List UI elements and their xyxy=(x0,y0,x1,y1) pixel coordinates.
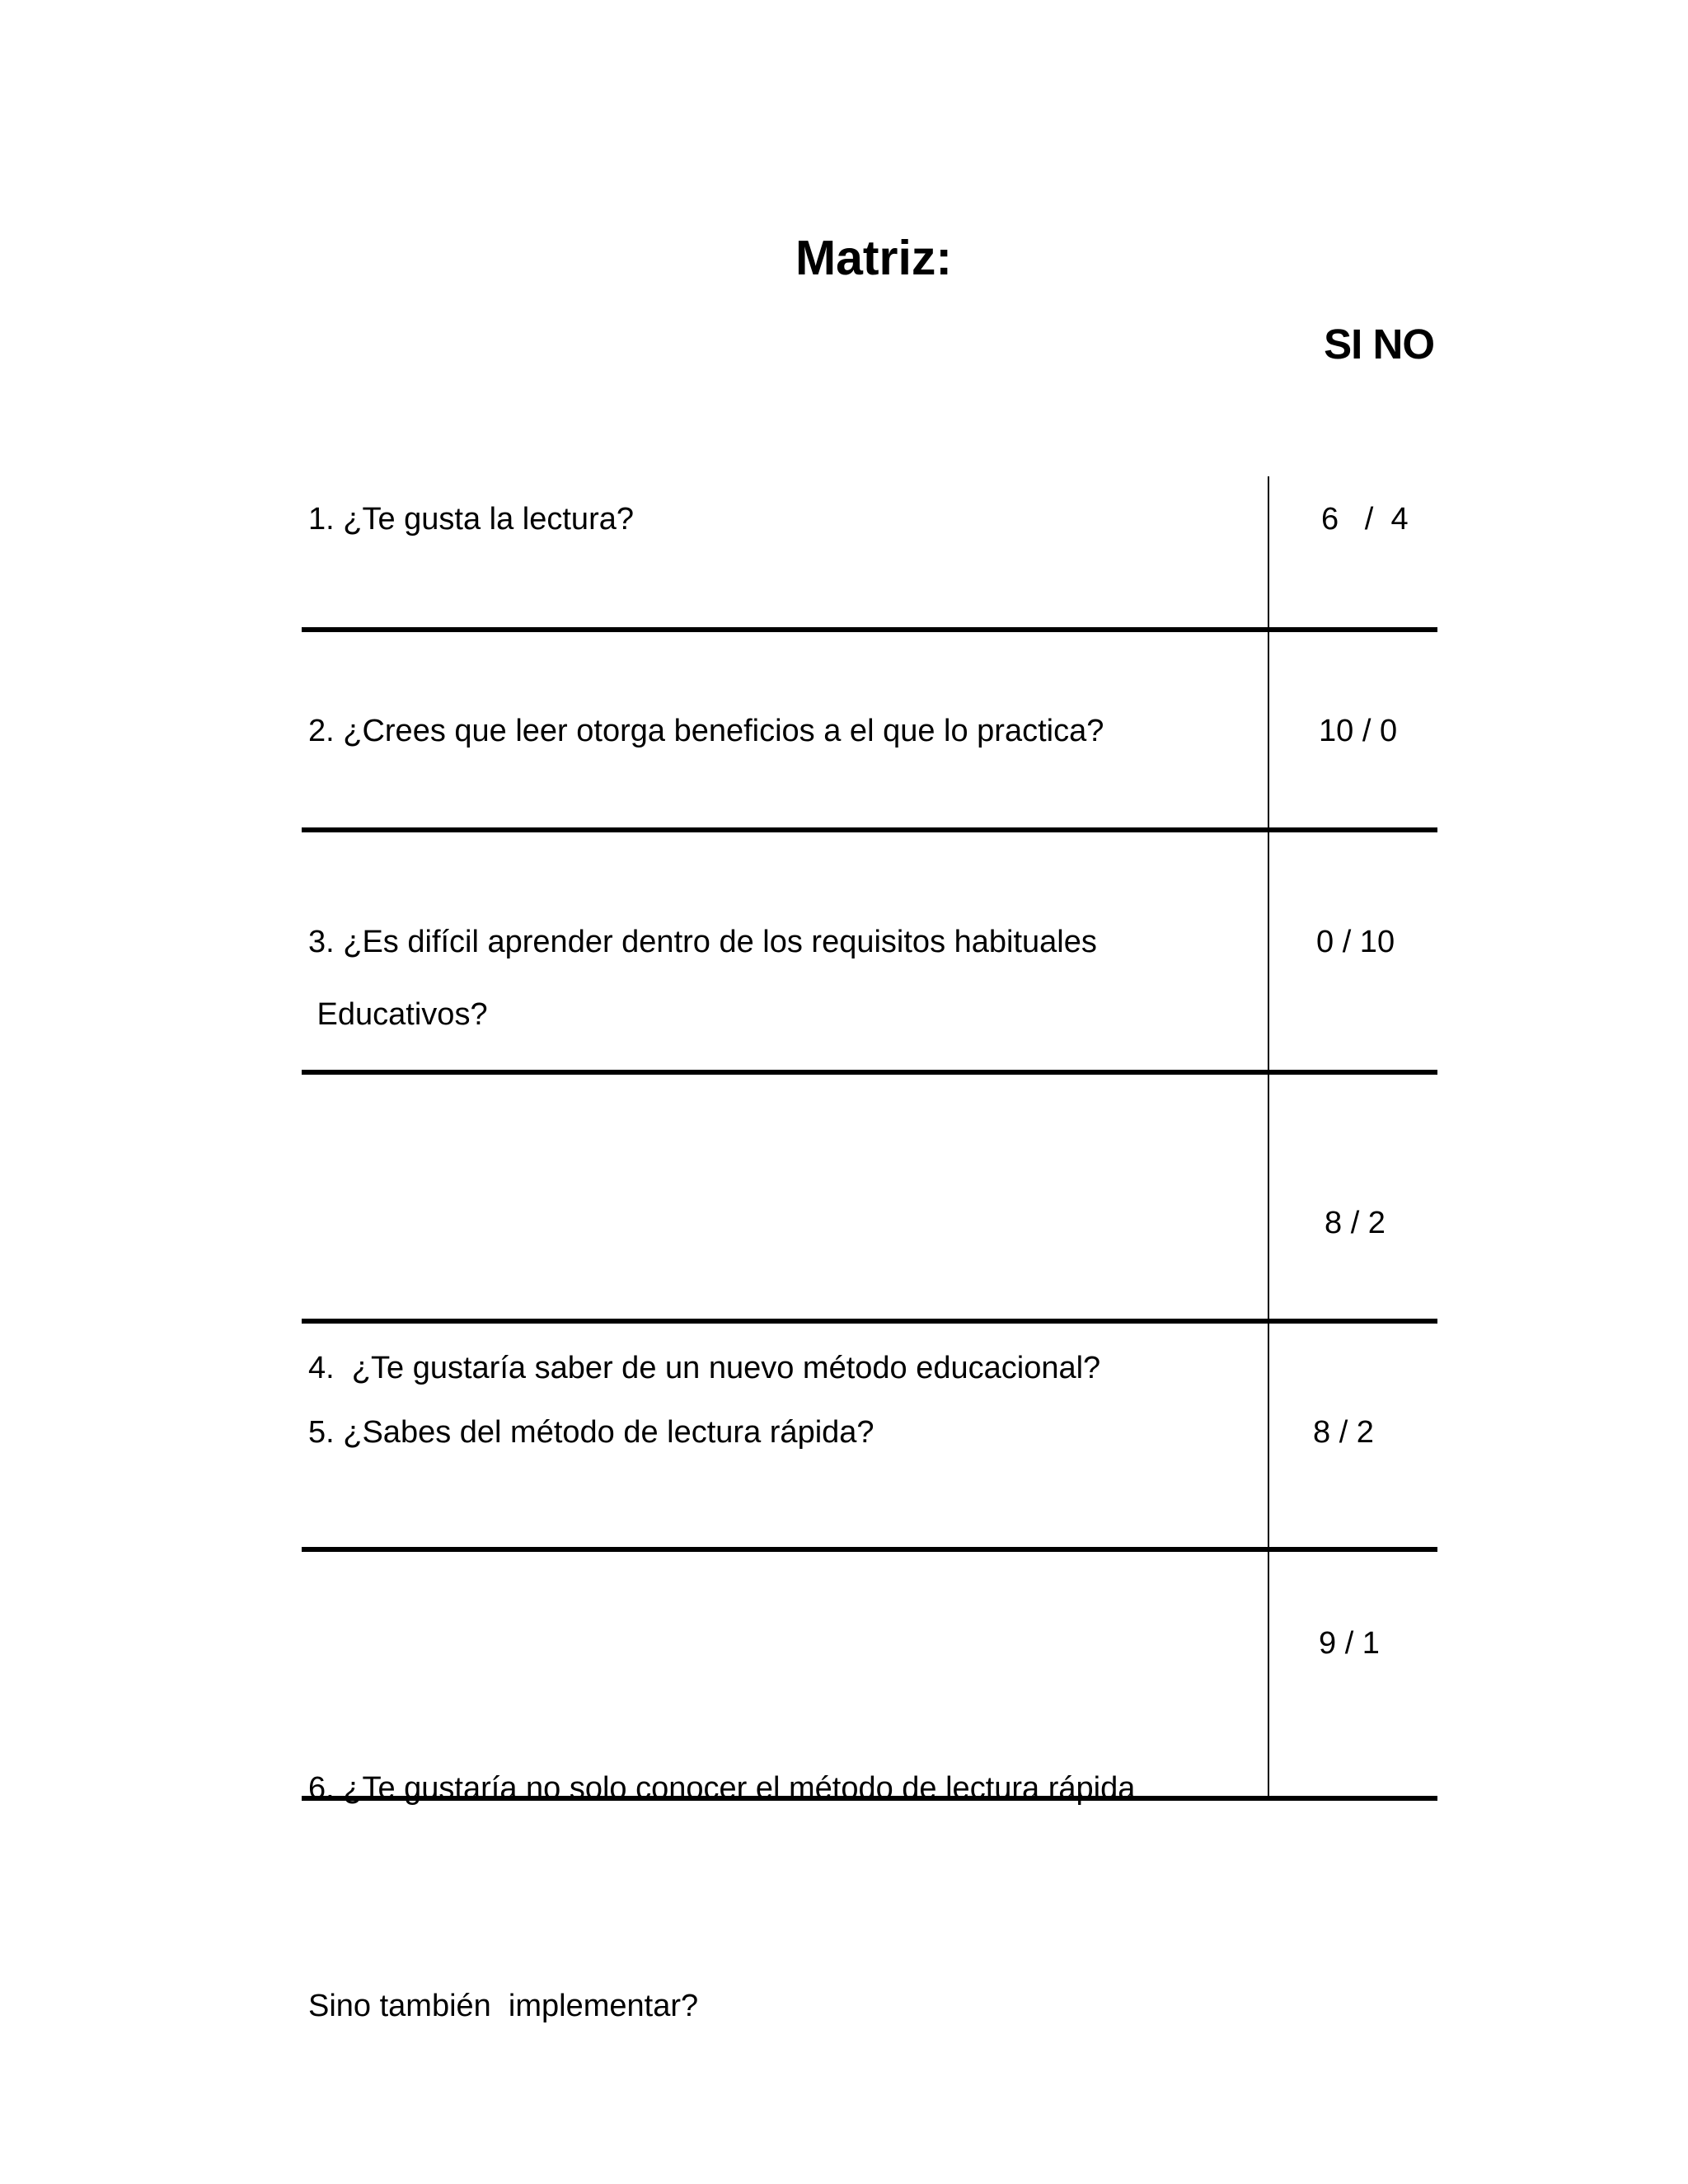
question-3 xyxy=(308,906,1097,1051)
row-separator xyxy=(302,627,1437,632)
row-separator xyxy=(302,827,1437,832)
document-title: Matriz: xyxy=(795,231,953,285)
question-line: 5. ¿Sabes del método de lectura rápida? xyxy=(308,1415,874,1450)
question-2 xyxy=(308,695,1104,767)
question-6 xyxy=(308,1607,1135,2115)
question-line: 6. ¿Te gustaría no solo conocer el método de lectura rápida xyxy=(308,1771,1136,1806)
answer-4: 8 / 2 xyxy=(1325,1206,1386,1240)
row-separator xyxy=(302,1547,1437,1552)
answer-1: 6 / 4 xyxy=(1321,502,1409,537)
question-5 xyxy=(308,1396,874,1469)
question-1 xyxy=(308,483,634,555)
row-separator xyxy=(302,1070,1437,1075)
question-line: 4. ¿Te gustaría saber de un nuevo método educacional? xyxy=(308,1351,1101,1385)
column-header-si-no: SI NO xyxy=(1324,321,1434,368)
question-line: Sino también implementar? xyxy=(308,1989,699,2023)
answer-6: 9 / 1 xyxy=(1319,1626,1380,1661)
answer-5: 8 / 2 xyxy=(1313,1415,1374,1450)
question-line: 2. ¿Crees que leer otorga beneficios a el que lo practica? xyxy=(308,714,1104,748)
question-line: 1. ¿Te gusta la lectura? xyxy=(308,502,634,537)
question-line: Educativos? xyxy=(308,997,488,1032)
answer-3: 0 / 10 xyxy=(1316,925,1395,959)
answer-column-divider xyxy=(1268,476,1269,1800)
answer-2: 10 / 0 xyxy=(1319,714,1398,748)
question-line: 3. ¿Es difícil aprender dentro de los requisitos habituales xyxy=(308,925,1097,959)
